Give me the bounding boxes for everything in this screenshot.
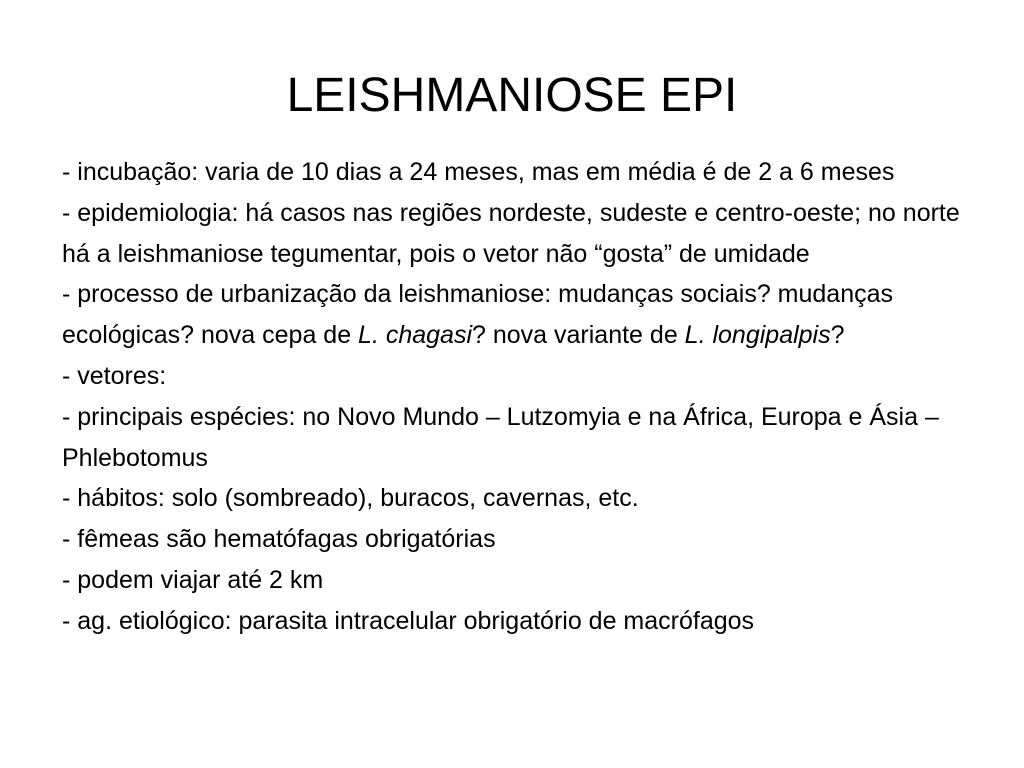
body-line bbox=[62, 519, 972, 560]
body-line bbox=[62, 152, 972, 193]
species-name: L. chagasi bbox=[358, 321, 473, 350]
body-line bbox=[62, 193, 972, 275]
body-line bbox=[62, 397, 972, 479]
body-text-segment: - ag. etiológico: parasita intracelular obrigatório de macrófagos bbox=[62, 606, 755, 635]
body-text-segment: - epidemiologia: há casos nas regiões nordeste, sudeste e centro-oeste; no norte há a leishmaniose tegumentar, pois o vetor não “gosta” de umidade bbox=[62, 198, 960, 268]
body-text-segment: - vetores: bbox=[62, 361, 167, 390]
slide-title: LEISHMANIOSE EPI bbox=[286, 69, 738, 122]
body-text-segment: - hábitos: solo (sombreado), buracos, cavernas, etc. bbox=[62, 484, 639, 513]
body-text-segment: - principais espécies: no Novo Mundo – Lutzomyia e na África, Europa e Ásia – Phlebotomus bbox=[62, 402, 939, 472]
body-text-segment: - processo de urbanização da leishmaniose: mudanças sociais? mudanças ecológicas? nova cepa de bbox=[62, 280, 894, 350]
species-name: L. longipalpis bbox=[684, 321, 831, 350]
body-text-segment: - podem viajar até 2 km bbox=[62, 565, 324, 594]
body-line bbox=[62, 274, 972, 356]
body-line bbox=[62, 560, 972, 601]
body-line bbox=[62, 478, 972, 519]
body-text-segment: - incubação: varia de 10 dias a 24 meses, mas em média é de 2 a 6 meses bbox=[62, 158, 895, 186]
body-text-segment: ? bbox=[830, 321, 845, 350]
body-text-segment: - fêmeas são hematófagas obrigatórias bbox=[62, 525, 496, 554]
body-line bbox=[62, 601, 972, 642]
body-text-segment: ? nova variante de bbox=[472, 321, 685, 350]
slide-body bbox=[62, 152, 972, 642]
body-line bbox=[62, 356, 972, 397]
